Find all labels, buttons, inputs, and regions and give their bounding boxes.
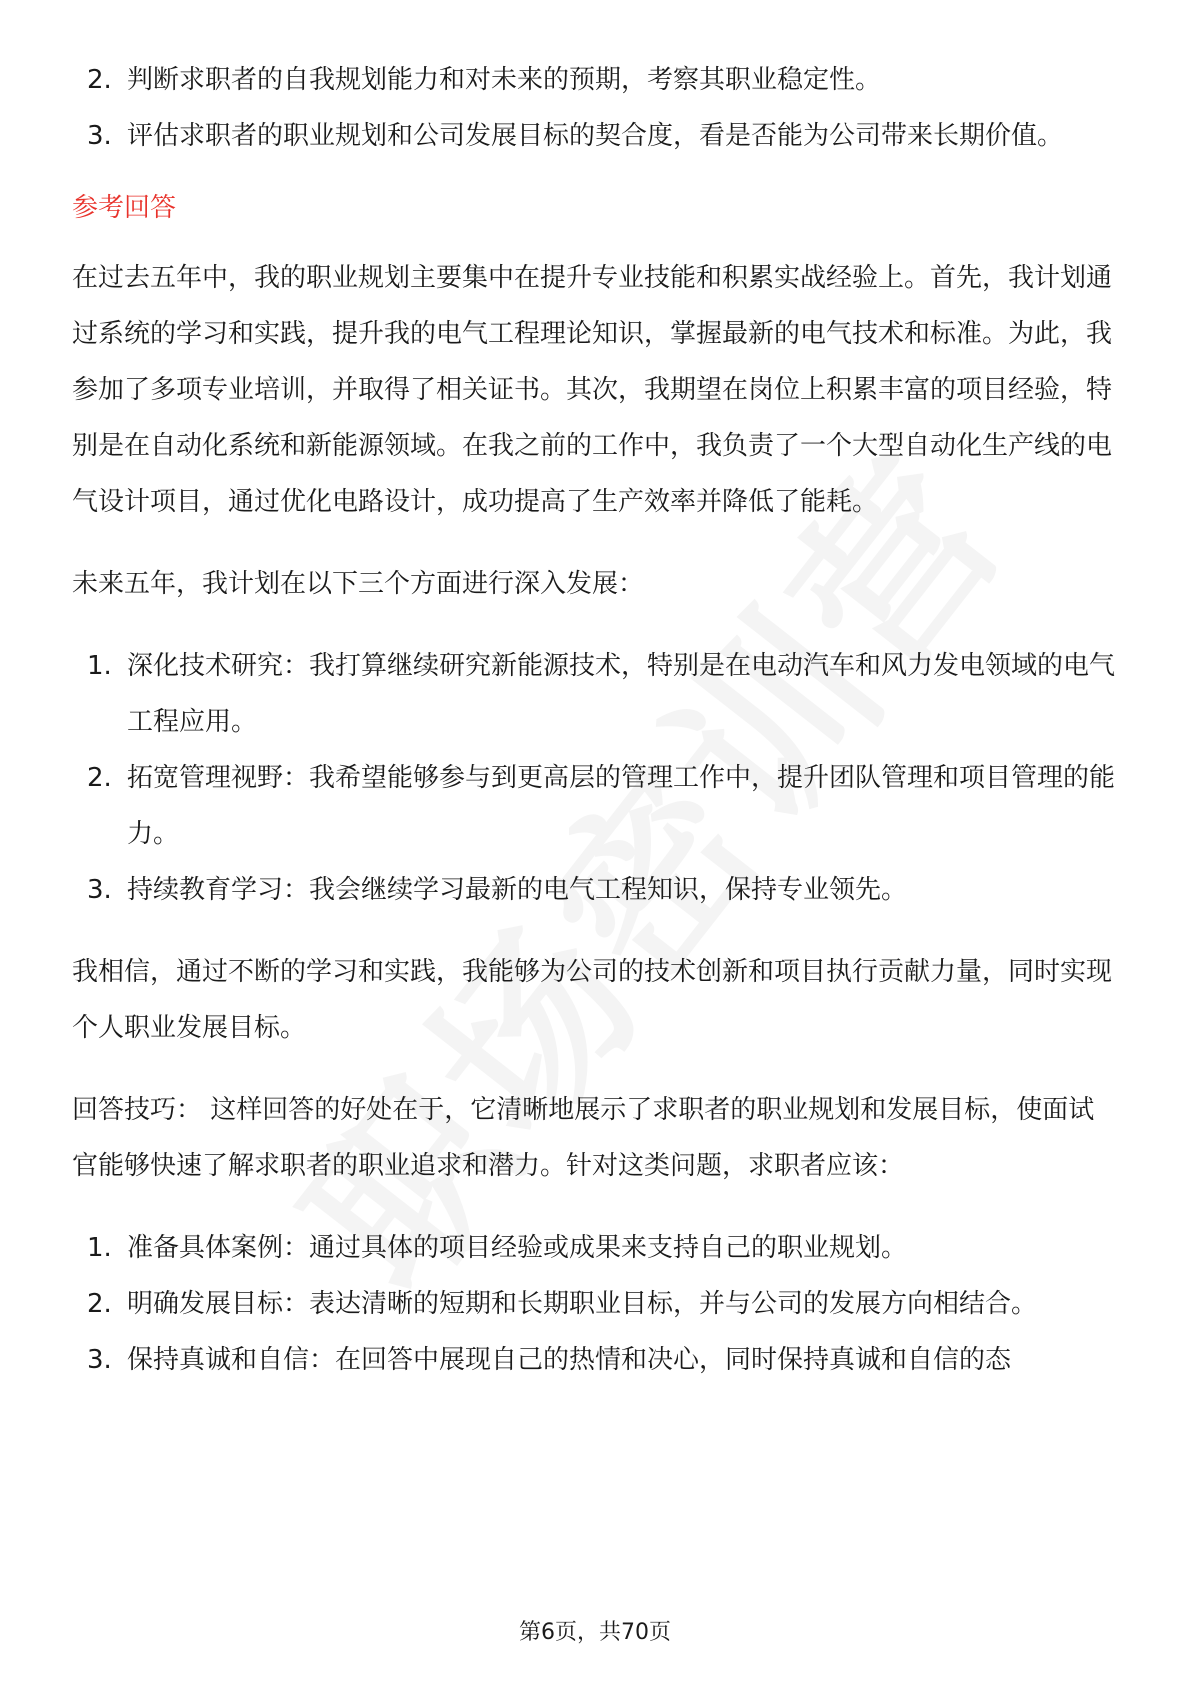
list-item	[72, 108, 1120, 164]
reference-answer-heading: 参考回答	[72, 193, 177, 223]
page-number-footer: 第6页，共70页	[519, 1620, 671, 1645]
answer-tips-paragraph: 回答技巧： 这样回答的好处在于，它清晰地展示了求职者的职业规划和发展目标，使面试官能够快速了解求职者的职业追求和潜力。针对这类问题，求职者应该：	[72, 1095, 1095, 1181]
list-item-number: 1.	[87, 651, 112, 681]
list-item	[72, 52, 1120, 108]
list-item-text: 拓宽管理视野：我希望能够参与到更高层的管理工作中，提升团队管理和项目管理的能力。	[127, 763, 1116, 849]
list-item	[72, 638, 1120, 750]
list-item-text: 持续教育学习：我会继续学习最新的电气工程知识，保持专业领先。	[127, 875, 908, 905]
list-item-text: 准备具体案例：通过具体的项目经验或成果来支持自己的职业规划。	[127, 1233, 908, 1263]
list-item	[72, 862, 1120, 918]
page-content	[72, 52, 1120, 1388]
answer-paragraph-future-intro: 未来五年，我计划在以下三个方面进行深入发展：	[72, 569, 645, 599]
list-item-number: 3.	[87, 121, 112, 151]
tips-list	[72, 1220, 1120, 1388]
list-item-text: 判断求职者的自我规划能力和对未来的预期，考察其职业稳定性。	[127, 65, 882, 95]
list-item	[72, 1332, 1120, 1388]
list-item-text: 明确发展目标：表达清晰的短期和长期职业目标，并与公司的发展方向相结合。	[127, 1289, 1038, 1319]
list-item	[72, 1220, 1120, 1276]
list-item-text: 深化技术研究：我打算继续研究新能源技术，特别是在电动汽车和风力发电领域的电气工程应用。	[127, 651, 1116, 737]
list-item-number: 2.	[87, 65, 112, 95]
list-item-number: 3.	[87, 1345, 112, 1375]
list-item-number: 1.	[87, 1233, 112, 1263]
evaluation-list	[72, 52, 1120, 164]
plan-list	[72, 638, 1120, 918]
answer-paragraph-conclusion: 我相信，通过不断的学习和实践，我能够为公司的技术创新和项目执行贡献力量，同时实现个人职业发展目标。	[72, 957, 1113, 1043]
list-item-number: 3.	[87, 875, 112, 905]
list-item-text: 保持真诚和自信：在回答中展现自己的热情和决心，同时保持真诚和自信的态	[127, 1345, 1012, 1375]
list-item	[72, 750, 1120, 862]
list-item	[72, 1276, 1120, 1332]
list-item-number: 2.	[87, 1289, 112, 1319]
list-item-text: 评估求职者的职业规划和公司发展目标的契合度，看是否能为公司带来长期价值。	[127, 121, 1064, 151]
answer-paragraph-past: 在过去五年中，我的职业规划主要集中在提升专业技能和积累实战经验上。首先，我计划通过系统的学习和实践，提升我的电气工程理论知识，掌握最新的电气技术和标准。为此，我参加了多项专业培训，并取得了相关证书。其次，我期望在岗位上积累丰富的项目经验，特别是在自动化系统和新能源领域。在我之前的工作中，我负责了一个大型自动化生产线的电气设计项目，通过优化电路设计，成功提高了生产效率并降低了能耗。	[72, 263, 1113, 517]
list-item-number: 2.	[87, 763, 112, 793]
